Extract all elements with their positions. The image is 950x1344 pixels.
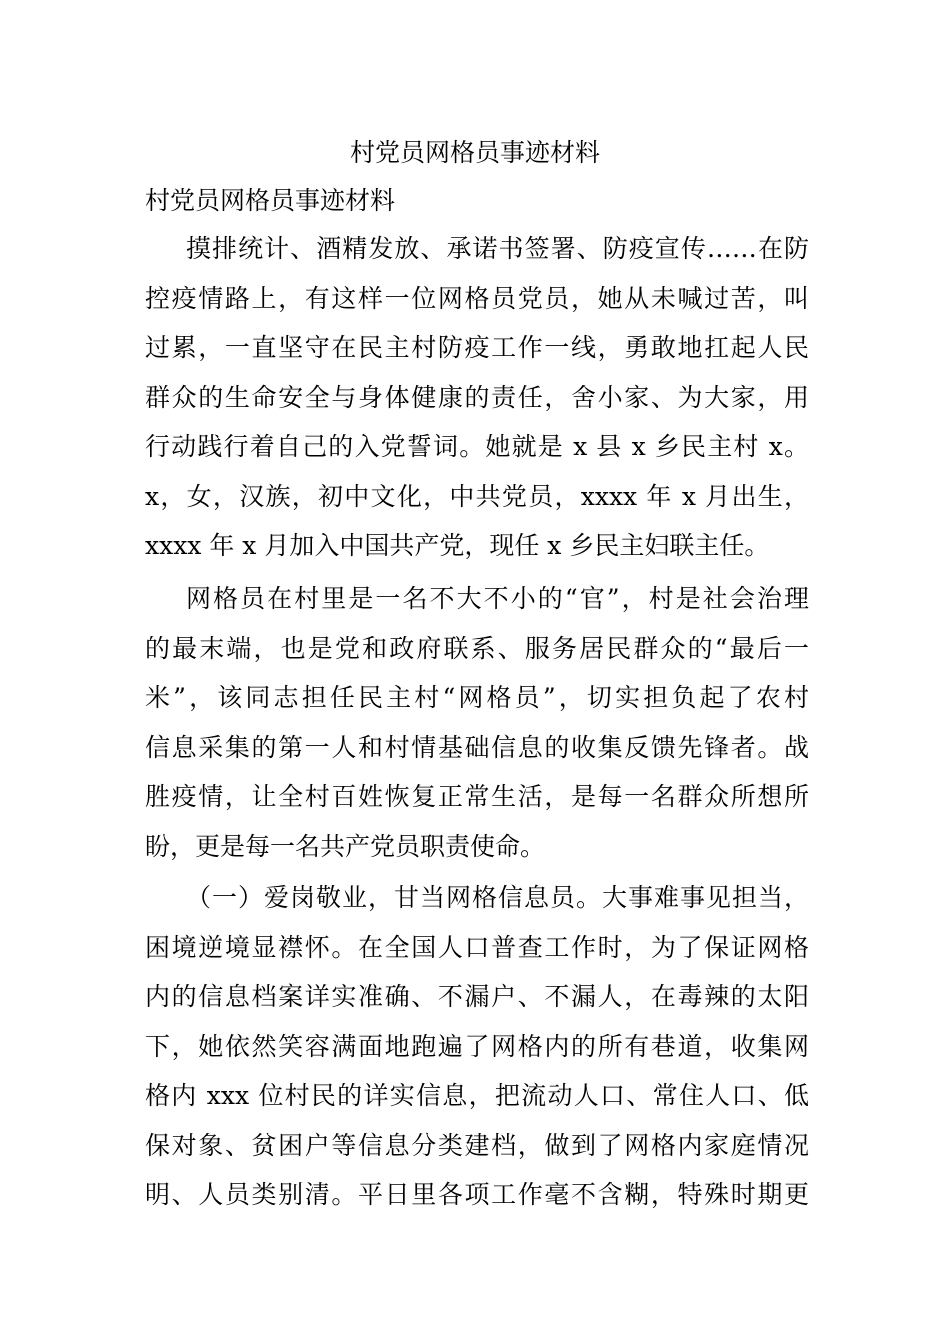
- paragraph-line: 盼，更是每一名共产党员职责使命。: [145, 831, 546, 861]
- paragraph-line: 困境逆境显襟怀。在全国人口普查工作时，为了保证网格: [145, 932, 809, 962]
- paragraph-line: 保对象、贫困户等信息分类建档，做到了网格内家庭情况: [145, 1130, 809, 1160]
- paragraph-line: 下，她依然笑容满面地跑遍了网格内的所有巷道，收集网: [145, 1031, 809, 1061]
- paragraph-line: 网格员在村里是一名不大不小的“官”，村是社会治理: [186, 584, 809, 613]
- paragraph-3: [145, 873, 809, 1220]
- paragraph-2: [145, 574, 809, 871]
- paragraph-line: 信息采集的第一人和村情基础信息的收集反馈先锋者。战: [145, 732, 809, 762]
- paragraph-line: 米”，该同志担任民主村“网格员”，切实担负起了农村: [145, 683, 809, 712]
- document-title: 村党员网格员事迹材料: [349, 138, 600, 167]
- paragraph-line: 控疫情路上，有这样一位网格员党员，她从未喊过苦，叫: [145, 283, 809, 313]
- paragraph-line: 胜疫情，让全村百姓恢复正常生活，是每一名群众所想所: [145, 782, 809, 811]
- paragraph-line: 的最末端，也是党和政府联系、服务居民群众的“最后一: [145, 633, 809, 663]
- paragraph-line: 格内 xxx 位村民的详实信息，把流动人口、常住人口、低: [145, 1081, 809, 1110]
- paragraph-1: [145, 224, 809, 571]
- paragraph-line: xxxx 年 x 月加入中国共产党，现任 x 乡民主妇联主任。: [145, 531, 770, 560]
- paragraph-line: x，女，汉族，初中文化，中共党员，xxxx 年 x 月出生，: [145, 481, 809, 511]
- paragraph-line: 内的信息档案详实准确、不漏户、不漏人，在毒辣的太阳: [145, 982, 809, 1011]
- paragraph-line: 明、人员类别清。平日里各项工作毫不含糊，特殊时期更: [145, 1180, 809, 1209]
- paragraph-line: （一）爱岗敬业，甘当网格信息员。大事难事见担当，: [186, 883, 809, 912]
- paragraph-line: 行动践行着自己的入党誓词。她就是 x 县 x 乡民主村 x。: [145, 432, 809, 461]
- paragraph-line: 摸排统计、酒精发放、承诺书签署、防疫宣传……在防: [186, 234, 809, 263]
- paragraph-line: 过累，一直坚守在民主村防疫工作一线，勇敢地扛起人民: [145, 333, 809, 362]
- paragraph-line: 群众的生命安全与身体健康的责任，舍小家、为大家，用: [145, 382, 809, 412]
- document-subtitle: 村党员网格员事迹材料: [145, 186, 396, 215]
